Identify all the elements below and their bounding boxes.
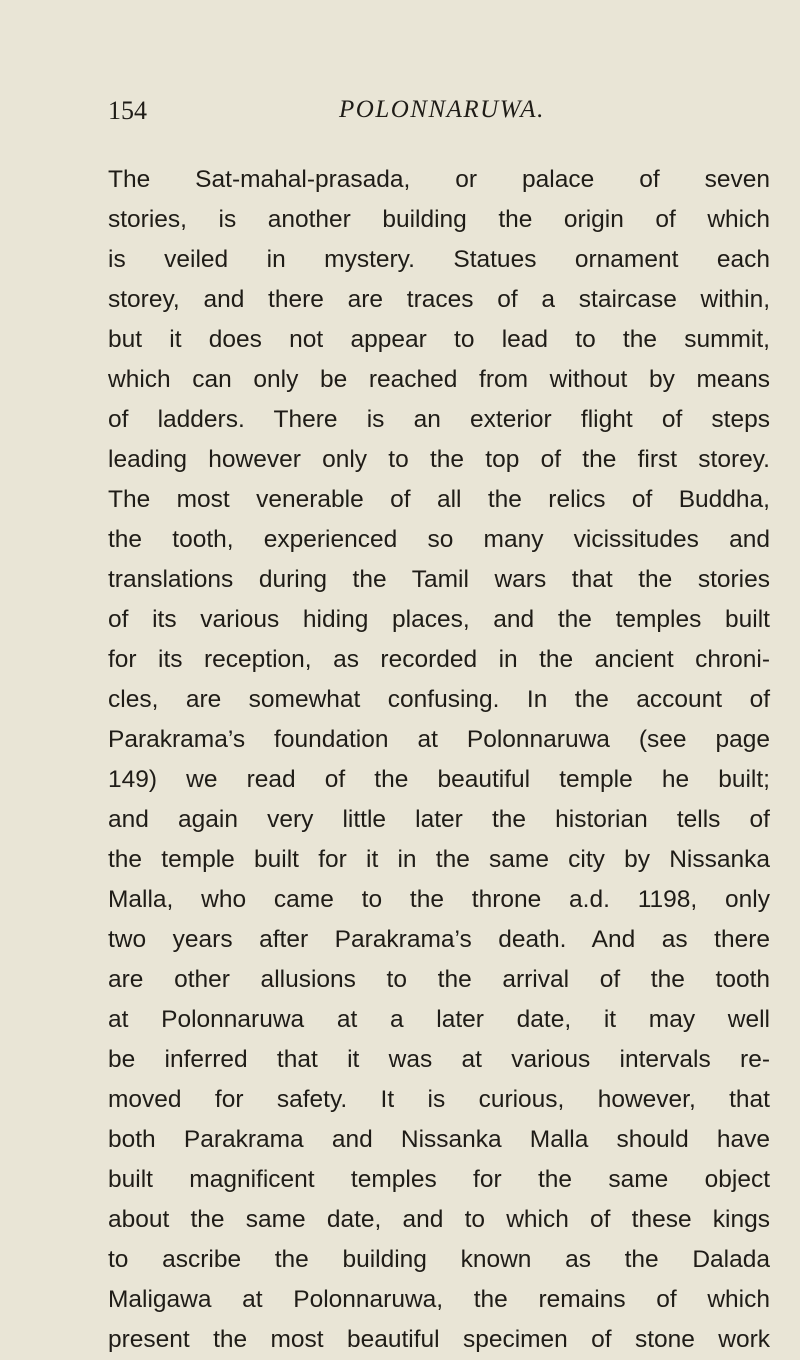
text-line: Parakrama’s foundation at Polonnaruwa (see page	[108, 726, 770, 753]
text-line: cles, are somewhat confusing. In the account of	[108, 686, 770, 713]
text-line: for its reception, as recorded in the ancient chroni-	[108, 646, 770, 673]
text-line: 149) we read of the beautiful temple he built;	[108, 766, 770, 793]
text-line: built magnificent temples for the same object	[108, 1166, 770, 1193]
text-line: Malla, who came to the throne a.d. 1198, only	[108, 886, 770, 913]
text-line: the temple built for it in the same city by Nissanka	[108, 846, 770, 873]
body-text	[108, 160, 770, 1360]
text-line: stories, is another building the origin of which	[108, 206, 770, 233]
page-header	[108, 96, 768, 132]
text-line: to ascribe the building known as the Dalada	[108, 1246, 770, 1273]
text-line: and again very little later the historian tells of	[108, 806, 770, 833]
text-line: of its various hiding places, and the temples built	[108, 606, 770, 633]
text-line: be inferred that it was at various intervals re-	[108, 1046, 770, 1073]
text-line: but it does not appear to lead to the summit,	[108, 326, 770, 353]
text-line: are other allusions to the arrival of the tooth	[108, 966, 770, 993]
text-line: is veiled in mystery. Statues ornament each	[108, 246, 770, 273]
text-line: present the most beautiful specimen of stone work	[108, 1326, 770, 1353]
text-line: translations during the Tamil wars that the stories	[108, 566, 770, 593]
text-line: The Sat-mahal-prasada, or palace of seven	[108, 166, 770, 193]
text-line: both Parakrama and Nissanka Malla should have	[108, 1126, 770, 1153]
text-line: two years after Parakrama’s death. And as there	[108, 926, 770, 953]
page-number: 154	[108, 96, 147, 125]
text-line: Maligawa at Polonnaruwa, the remains of which	[108, 1286, 770, 1313]
text-line: of ladders. There is an exterior flight of steps	[108, 406, 770, 433]
text-line: storey, and there are traces of a staircase within,	[108, 286, 770, 313]
text-line: at Polonnaruwa at a later date, it may well	[108, 1006, 770, 1033]
text-line: leading however only to the top of the first storey.	[108, 446, 770, 473]
text-line: about the same date, and to which of these kings	[108, 1206, 770, 1233]
text-line: moved for safety. It is curious, however, that	[108, 1086, 770, 1113]
text-line: the tooth, experienced so many vicissitudes and	[108, 526, 770, 553]
text-line: which can only be reached from without by means	[108, 366, 770, 393]
text-line: The most venerable of all the relics of Buddha,	[108, 486, 770, 513]
running-title: POLONNARUWA.	[339, 96, 545, 123]
